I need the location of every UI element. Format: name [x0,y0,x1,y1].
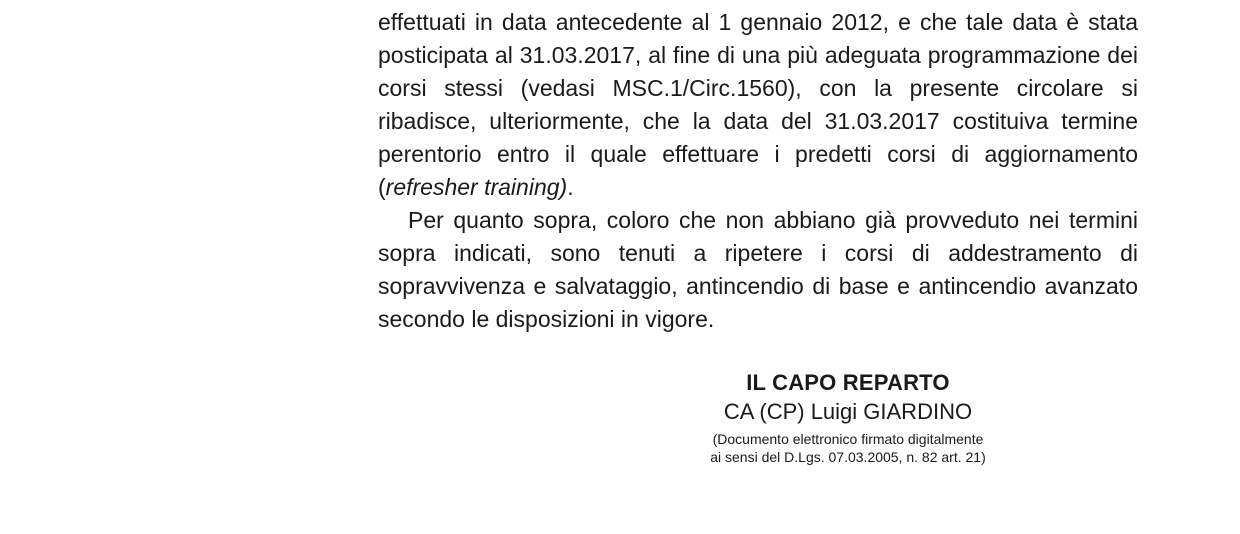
paragraph-repeat-courses: Per quanto sopra, coloro che non abbiano già provveduto nei termini sopra indicati, sono tenuti a ripetere i corsi di addestramento di sopravvivenza e salvataggio, antincendio di base e antincendio avanzato secondo le disposizioni in vigore. [378,207,1138,332]
signature-block [648,368,1048,466]
paragraph-1-end: . [567,174,574,200]
signatory-name: CA (CP) Luigi GIARDINO [723,399,973,424]
digital-signature-note [648,430,1048,466]
digital-signature-note-line-1: (Documento elettronico firmato digitalmente [712,431,984,447]
paragraph-1-text: effettuati in data antecedente al 1 gennaio 2012, e che tale data è stata posticipata al 31.03.2017, al fine di una più adeguata programmazione dei corsi stessi (vedasi MSC.1/Circ.1560), con la presente circolare si ribadisce, ulteriormente, che la data del 31.03.2017 costituiva termine perentorio entro il quale effettuare i predetti corsi di aggiornamento ( [378,9,1138,200]
signatory-role: IL CAPO REPARTO [746,370,950,395]
paragraph-1-italic-term: refresher training) [385,174,568,200]
digital-signature-note-line-2: ai sensi del D.Lgs. 07.03.2005, n. 82 art. 21) [710,449,986,465]
document-body [378,6,1138,336]
paragraph-refresher-training-deadline [378,6,1138,204]
